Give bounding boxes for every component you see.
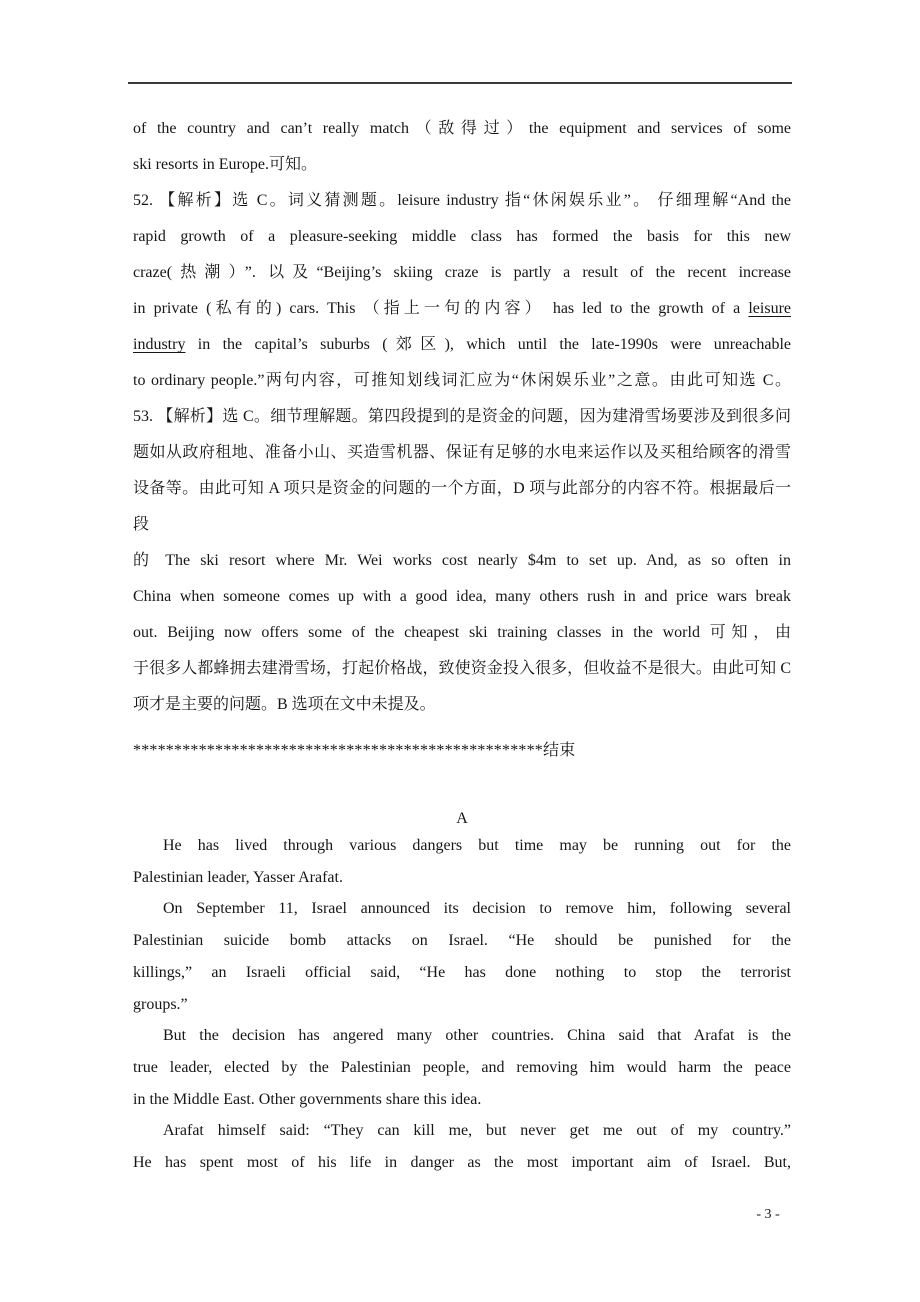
end-separator-line <box>133 733 791 769</box>
page-number: - 3 - <box>756 1207 780 1222</box>
q51-continuation-line-2: ski resorts in Europe.可知。 <box>133 156 317 173</box>
q53-explanation-line-8: 项才是主要的问题。B 选项在文中未提及。 <box>133 696 436 713</box>
passage-p2-line-4: groups.” <box>133 995 188 1013</box>
passage-p4-line-2: He has spent most of his life in danger as the most important aim of Israel. But, <box>133 1154 791 1172</box>
passage-a-heading: A <box>456 810 468 827</box>
q52-explanation-line-6: to ordinary people.”两句内容，可推知划线词汇应为“休闲娱乐业”之意。由此可知选 C。 <box>133 372 791 389</box>
q52-underlined-word-leisure: leisure <box>748 300 791 317</box>
answer-explanations-section <box>133 111 791 723</box>
q53-explanation-line-1: 53. 【解析】选 C。细节理解题。第四段提到的是资金的问题，因为建滑雪场要涉及到很多问 <box>133 408 791 425</box>
asterisk-end-marker: **************************************************结束 <box>133 742 576 759</box>
header-separator-rule <box>128 82 792 84</box>
q52-underlined-word-industry: industry <box>133 336 186 353</box>
passage-p3-line-2: true leader, elected by the Palestinian people, and removing him would harm the peace <box>133 1058 791 1076</box>
passage-p4-line-1: Arafat himself said: “They can kill me, but never get me out of my country.” <box>163 1122 791 1140</box>
q52-line-5-text: in the capital’s suburbs (郊区), which until the late-1990s were unreachable <box>185 336 791 353</box>
passage-p2-line-1: On September 11, Israel announced its decision to remove him, following several <box>163 900 791 918</box>
passage-p1-line-2: Palestinian leader, Yasser Arafat. <box>133 868 343 886</box>
passage-p2-line-3: killings,” an Israeli official said, “He has done nothing to stop the terrorist <box>133 963 791 981</box>
passage-p3-line-1: But the decision has angered many other countries. China said that Arafat is the <box>163 1027 791 1045</box>
q52-explanation-line-4 <box>133 291 791 327</box>
q52-line-4-text: in private (私有的) cars. This （指上一句的内容） has led to the growth of a <box>133 300 749 317</box>
passage-p3-line-3: in the Middle East. Other governments share this idea. <box>133 1090 482 1108</box>
q53-explanation-line-3: 设备等。由此可知 A 项只是资金的问题的一个方面，D 项与此部分的内容不符。根据最后一段 <box>133 480 791 533</box>
q53-explanation-line-2: 题如从政府租地、准备小山、买造雪机器、保证有足够的水电来运作以及买租给顾客的滑雪 <box>133 444 791 461</box>
passage-a-section <box>133 830 791 1179</box>
q52-explanation-line-2: rapid growth of a pleasure-seeking middle class has formed the basis for this new <box>133 228 791 245</box>
passage-p2-line-2: Palestinian suicide bomb attacks on Israel. “He should be punished for the <box>133 932 791 950</box>
q53-explanation-line-7: 于很多人都蜂拥去建滑雪场，打起价格战，致使资金投入很多，但收益不是很大。由此可知 C <box>133 660 791 677</box>
q53-explanation-line-5: China when someone comes up with a good idea, many others rush in and price wars break <box>133 588 791 605</box>
passage-p1-line-1: He has lived through various dangers but time may be running out for the <box>163 837 791 854</box>
q53-explanation-line-6: out. Beijing now offers some of the cheapest ski training classes in the world 可知，由 <box>133 624 791 641</box>
q52-explanation-line-3: craze(热潮）”. 以及“Beijing’s skiing craze is partly a result of the recent increase <box>133 264 791 281</box>
q51-continuation-line-1: of the country and can’t really match（敌得过）the equipment and services of some <box>133 120 791 137</box>
q52-explanation-line-1: 52. 【解析】选 C。词义猜测题。leisure industry 指“休闲娱乐业”。 仔细理解“And the <box>133 192 791 209</box>
q53-explanation-line-4: 的 The ski resort where Mr. Wei works cost nearly $4m to set up. And, as so often in <box>133 552 791 569</box>
q52-explanation-line-5 <box>133 327 791 363</box>
